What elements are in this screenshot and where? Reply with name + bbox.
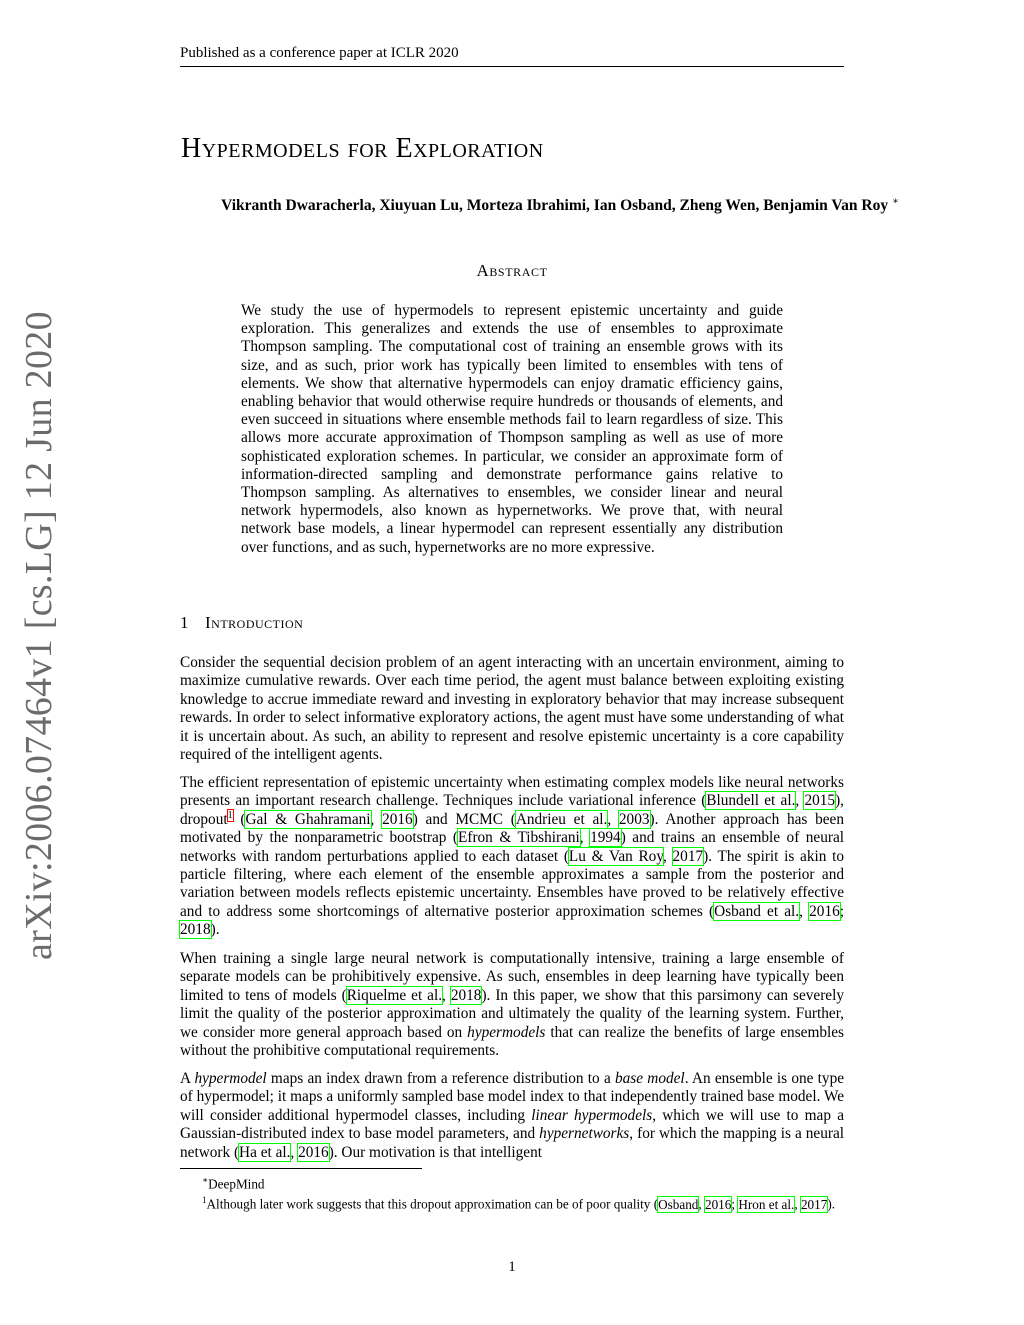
paragraph-text: , which we will use to map a Gaussian-distributed index to base model parameters, and	[180, 1106, 845, 1143]
page-number: 1	[508, 1259, 516, 1275]
footnotes	[180, 1172, 844, 1213]
citation-separator: ,	[795, 792, 805, 810]
citation-link[interactable]: 2017	[800, 1196, 828, 1212]
intro-paragraph-3	[180, 950, 844, 1060]
citation-link[interactable]: 2016	[809, 902, 840, 920]
paragraph-text: ).	[210, 921, 220, 939]
paragraph-text: The efficient representation of epistemic uncertainty when estimating complex models like neural networks presents an important research challenge. Techniques include variational inference (	[180, 774, 844, 810]
citation-link[interactable]: 2016	[298, 1143, 329, 1161]
paragraph-text: (	[232, 810, 246, 828]
section-heading-introduction	[180, 612, 844, 634]
footnote-mark: 1	[202, 1195, 207, 1206]
paragraph-text: When training a single large neural network is computationally intensive, training a large ensemble of separate models can be prohibitively expensive. As such, ensembles in deep learning have typically been limited to tens of models (	[180, 950, 844, 1004]
intro-paragraph-2	[180, 774, 844, 940]
paragraph-text: ). Our motivation is that intelligent	[328, 1143, 542, 1161]
citation-separator: ,	[799, 902, 810, 920]
emphasis-term: hypermodels	[467, 1023, 546, 1041]
citation-separator: ,	[794, 1196, 801, 1212]
running-head: Published as a conference paper at ICLR 2020	[180, 44, 844, 67]
intro-paragraph-4	[180, 1070, 844, 1162]
citation-link[interactable]: 1994	[590, 829, 621, 847]
citation-separator: ,	[607, 810, 619, 828]
intro-paragraph-1: Consider the sequential decision problem of an agent interacting with an uncertain environment, aiming to maximize cumulative rewards. Over each time period, the agent must balance between exploiting existing knowledge to accrue immediate reward and investing in exploratory behavior that may increase subsequent rewards. In order to select informative exploratory actions, the agent must have some understanding of what it is uncertain about. As such, an ability to represent and resolve epistemic uncertainty is a core capability required of the intelligent agents.	[180, 654, 844, 764]
citation-separator: ,	[579, 829, 591, 847]
citation-separator: ,	[290, 1143, 299, 1161]
emphasis-term: linear hypermodels	[531, 1106, 653, 1124]
paragraph-text: A	[180, 1070, 195, 1087]
citation-link[interactable]: Efron & Tibshirani	[458, 829, 580, 847]
footnote-1	[180, 1192, 844, 1212]
footnote-text: ).	[827, 1196, 836, 1212]
footnote-mark: ∗	[202, 1175, 209, 1185]
citation-link[interactable]: Osband	[658, 1196, 699, 1212]
citation-separator: ,	[662, 847, 673, 865]
author-list	[180, 192, 940, 216]
citation-separator: ,	[442, 986, 451, 1004]
citation-link[interactable]: Gal & Ghahramani	[245, 810, 371, 828]
citation-link[interactable]: Andrieu et al.	[515, 810, 608, 828]
arxiv-stamp: arXiv:2006.07464v1 [cs.LG] 12 Jun 2020	[18, 311, 60, 960]
footnote-text: DeepMind	[208, 1176, 265, 1192]
citation-link[interactable]: 2003	[618, 810, 650, 828]
paragraph-text: , for which the mapping is a neural network (	[180, 1125, 844, 1161]
footnote-ref-link[interactable]: 1	[227, 809, 233, 821]
citation-link[interactable]: 2018	[180, 921, 211, 939]
citation-separator: ;	[731, 1196, 739, 1212]
citation-link[interactable]: Riquelme et al.	[346, 986, 443, 1004]
paragraph-text: that can realize the benefits of large ensembles without the prohibitive computational requirements.	[180, 1023, 844, 1060]
citation-link[interactable]: 2018	[450, 986, 482, 1004]
paragraph-text: ). Another approach has been motivated by the nonparametric bootstrap (	[180, 810, 844, 847]
paper-title: Hypermodels for Exploration	[181, 133, 544, 164]
paragraph-text: ). The spirit is akin to particle filtering, where each element of the ensemble approximates a sample from the posterior and variation between models reflects epistemic uncertainty. Ensembles have proved to be relatively effective and to address some shortcomings of alternative posterior approximation schemes (	[180, 847, 844, 920]
citation-link[interactable]: 2015	[804, 792, 836, 810]
citation-link[interactable]: Hron et al.	[738, 1196, 795, 1212]
paragraph-text: maps an index drawn from a reference distribution to a	[266, 1070, 615, 1087]
citation-link[interactable]: Osband et al.	[714, 902, 800, 920]
paragraph-text: ), dropout	[180, 792, 844, 828]
citation-link[interactable]: Blundell et al.	[706, 792, 796, 810]
section-title: Introduction	[205, 613, 304, 632]
author-names: Vikranth Dwaracherla, Xiuyuan Lu, Morteza Ibrahimi, Ian Osband, Zheng Wen, Benjamin Van Roy	[221, 197, 889, 215]
emphasis-term: base model	[615, 1070, 685, 1087]
citation-link[interactable]: 2017	[672, 847, 704, 865]
citation-separator: ,	[370, 810, 383, 828]
author-affiliation-mark: ∗	[892, 196, 899, 207]
citation-link[interactable]: 2016	[382, 810, 413, 828]
footnote-affiliation	[180, 1172, 844, 1192]
citation-separator: ,	[698, 1196, 705, 1212]
paragraph-text: ) and trains an ensemble of neural networks with random perturbations applied to each dataset (	[180, 829, 845, 865]
footnote-divider	[180, 1168, 422, 1169]
paragraph-text: . An ensemble is one type of hypermodel; it maps a uniformly sampled base model index to that independently trained base model. We will consider additional hypermodel classes, including	[180, 1070, 845, 1124]
footnote-text: Although later work suggests that this dropout approximation can be of poor quality (	[206, 1196, 659, 1212]
emphasis-term: hypermodel	[194, 1070, 267, 1087]
citation-link[interactable]: 2016	[704, 1196, 732, 1212]
section-number: 1	[180, 613, 189, 632]
citation-separator: ;	[839, 902, 844, 920]
abstract-text: We study the use of hypermodels to represent epistemic uncertainty and guide exploration. This generalizes and extends the use of ensembles to approximate Thompson sampling. The computational cost of training an ensemble grows with its size, and as such, prior work has typically been limited to ensembles with tens of elements. We show that alternative hypermodels can enjoy dramatic efficiency gains, enabling behavior that would otherwise require hundreds or thousands of elements, and even succeed in situations where ensemble methods fail to learn regardless of size. This allows more accurate approximation of Thompson sampling as well as use of more sophisticated exploration schemes. In particular, we consider an approximate form of information-directed sampling and demonstrate performance gains relative to Thompson sampling. As alternatives to ensembles, we consider linear and neural network hypermodels, also known as hypernetworks. We prove that, with neural network base models, a linear hypermodel can represent essentially any distribution over functions, and as such, hypernetworks are no more expressive.	[241, 302, 783, 556]
citation-link[interactable]: Lu & Van Roy	[568, 847, 663, 865]
abstract-heading: Abstract	[476, 261, 548, 280]
emphasis-term: hypernetworks	[539, 1125, 630, 1143]
citation-link[interactable]: Ha et al.	[239, 1143, 291, 1161]
paragraph-text: ) and MCMC (	[412, 810, 516, 828]
paragraph-text: ). In this paper, we show that this parsimony can severely limit the quality of the posterior approximation and ultimately the quality of the learning system. Further, we consider more general approach based on	[180, 986, 844, 1041]
